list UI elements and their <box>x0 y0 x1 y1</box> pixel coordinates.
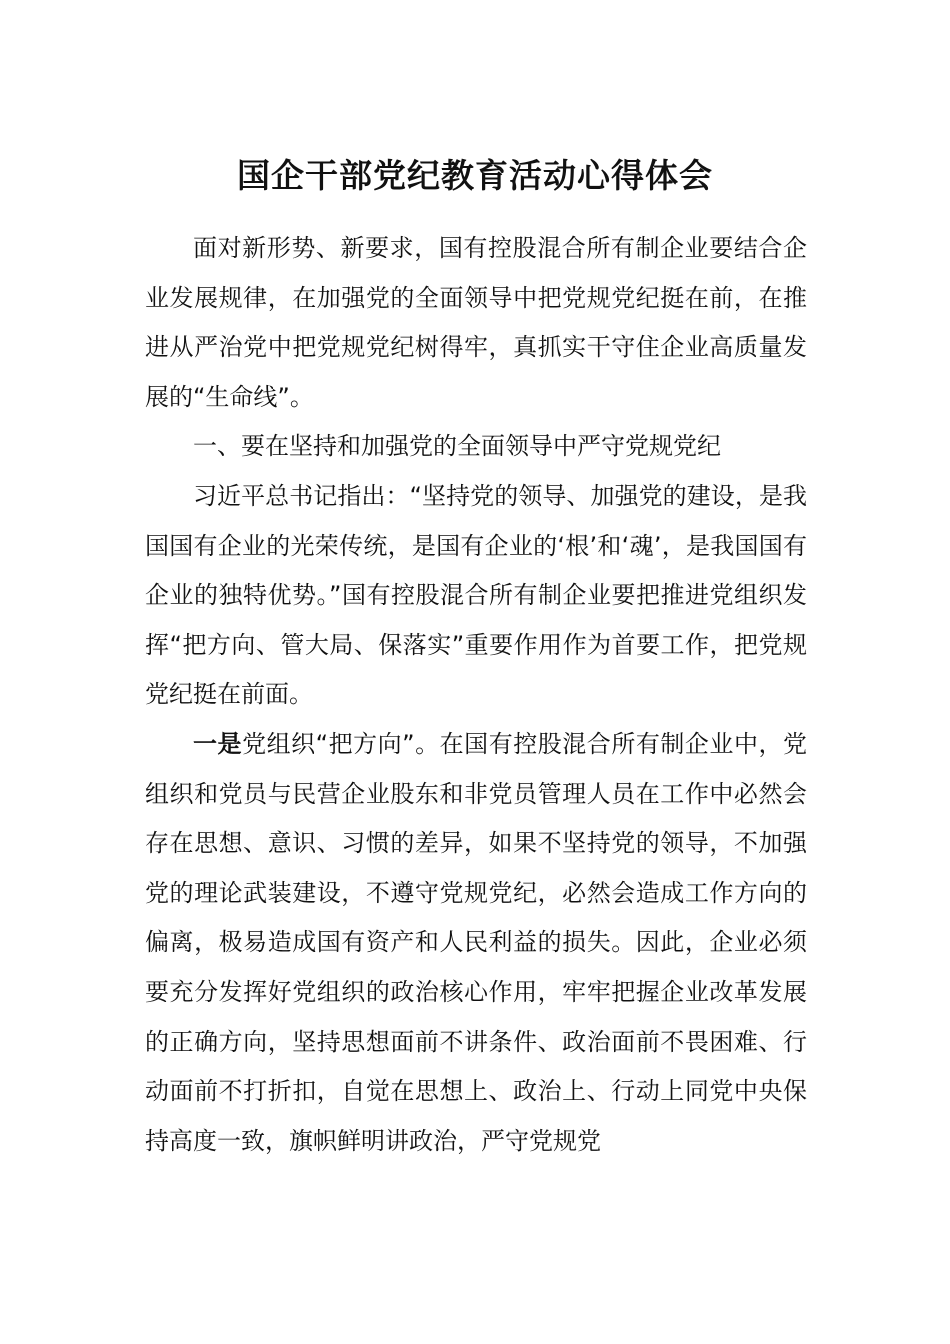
section-heading <box>145 422 807 472</box>
paragraph-text: 习近平总书记指出：“坚持党的领导、加强党的建设，是我国国有企业的光荣传统，是国有企业的‘根’和‘魂’，是我国国有企业的独特优势。”国有控股混合所有制企业要把推进党组织发挥“把方向、管大局、保落实”重要作用作为首要工作，把党规党纪挺在前面。 <box>145 481 807 709</box>
document-title: 国企干部党纪教育活动心得体会 <box>237 156 713 195</box>
paragraph-text: 面对新形势、新要求，国有控股混合所有制企业要结合企业发展规律，在加强党的全面领导中把党规党纪挺在前，在推进从严治党中把党规党纪树得牢，真抓实干守住企业高质量发展的“生命线”。 <box>145 234 807 411</box>
point-lead: 一是 <box>193 729 243 758</box>
quote-paragraph <box>145 472 807 720</box>
document-body <box>145 224 807 1166</box>
paragraph-text: 党组织“把方向”。在国有控股混合所有制企业中，党组织和党员与民营企业股东和非党员管理人员在工作中必然会存在思想、意识、习惯的差异，如果不坚持党的领导，不加强党的理论武装建设，不遵守党规党纪，必然会造成工作方向的偏离，极易造成国有资产和人民利益的损失。因此，企业必须要充分发挥好党组织的政治核心作用，牢牢把握企业改革发展的正确方向，坚持思想面前不讲条件、政治面前不畏困难、行动面前不打折扣，自觉在思想上、政治上、行动上同党中央保持高度一致，旗帜鲜明讲政治，严守党规党 <box>145 729 808 1155</box>
intro-paragraph <box>145 224 807 422</box>
section-heading-text: 一、要在坚持和加强党的全面领导中严守党规党纪 <box>193 432 721 461</box>
point-one-paragraph <box>145 720 807 1166</box>
